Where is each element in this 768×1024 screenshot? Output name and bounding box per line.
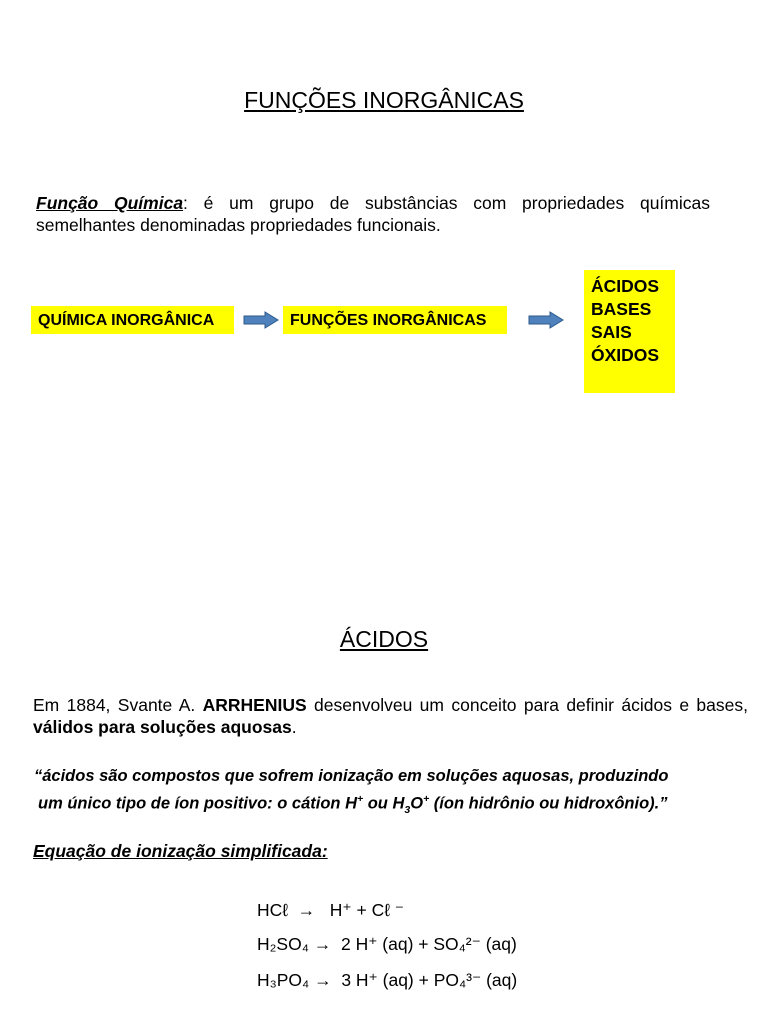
equation-text: HCℓ [257,900,288,920]
equation-text: H₂SO₄ [257,934,309,954]
equation-text: 2 H⁺ (aq) + SO₄²⁻ (aq) [340,934,517,954]
equation-title: Equação de ionização simplificada: [33,841,328,861]
page-title: FUNÇÕES INORGÂNICAS [244,87,524,113]
reaction-arrow: → [313,934,332,954]
quote-line: “ácidos são compostos que sofrem ionização em soluções aquosas, produzindo [34,767,669,785]
intro-text: desenvolveu um conceito para definir ácidos e bases, [306,695,748,715]
quote-line [34,788,744,822]
intro-text: Em 1884, Svante A. [33,695,203,715]
acids-heading: ÁCIDOS [339,626,429,652]
definition-text: : é um grupo de substâncias com propriedades químicas semelhantes denominadas propriedades funcionais. [36,193,710,235]
reaction-arrow: → [314,970,332,990]
equation-text: 3 H⁺ (aq) + PO₄³⁻ (aq) [341,970,518,990]
equation-row [257,900,404,921]
equation-text: H₃PO₄ [257,970,310,990]
arrhenius-name: ARRHENIUS [202,695,307,715]
quote-text: (íon hidrônio ou hidroxônio).” [429,794,668,813]
quote-text: O [410,794,424,813]
aqueous-note: válidos para soluções aquosas [33,717,292,737]
equation-row [257,934,517,955]
superscript: + [357,793,364,805]
arrow-right-icon [528,311,564,329]
equation-row [257,970,517,991]
definition-term: Função Química [36,193,184,213]
box-quimica-inorganica: QUÍMICA INORGÂNICA [31,306,234,334]
subscript: 3 [404,803,411,816]
quote-text: um único tipo de íon positivo: o cátion H [38,794,357,813]
quote-text: ou H [363,794,405,813]
definition-paragraph [36,192,710,236]
list-item: ÁCIDOS [591,276,660,296]
arrow-right-icon [243,311,279,329]
list-item: SAIS [591,322,632,342]
functions-list-box [584,270,675,393]
intro-text: . [291,717,297,737]
box-funcoes-inorganicas: FUNÇÕES INORGÂNICAS [283,306,507,334]
reaction-arrow: → [297,900,316,920]
arrhenius-quote [34,765,744,822]
superscript: + [423,793,430,805]
arrhenius-paragraph [33,694,748,738]
list-item: ÓXIDOS [591,345,660,365]
list-item: BASES [591,299,652,319]
equation-text: H⁺ + Cℓ ⁻ [329,900,404,920]
